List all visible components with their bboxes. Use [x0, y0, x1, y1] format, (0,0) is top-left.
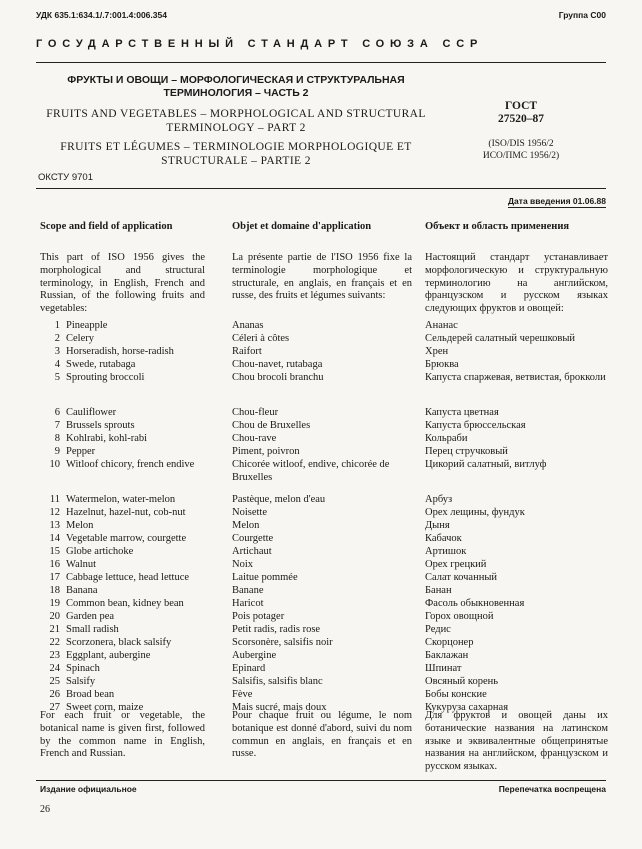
list-gap [232, 485, 412, 494]
item-name-fr: Pastèque, melon d'eau [232, 494, 326, 505]
item-name-ru: Фасоль обыкновенная [425, 598, 525, 609]
list-item-ru [425, 446, 608, 459]
title-en-line1: FRUITS AND VEGETABLES – MORPHOLOGICAL AND STRUCTURAL [46, 108, 426, 120]
item-number: 1 [54, 320, 60, 331]
item-name-fr: Noix [232, 559, 253, 570]
item-name-ru: Баклажан [425, 650, 469, 661]
item-number: 24 [49, 663, 60, 674]
item-name-ru: Капуста цветная [425, 407, 499, 418]
item-name-ru: Артишок [425, 546, 467, 557]
item-name-ru: Бобы конские [425, 689, 487, 700]
item-name-ru: Кольраби [425, 433, 468, 444]
title-fr-line2: STRUCTURALE – PARTIE 2 [161, 155, 311, 167]
list-item-en [40, 559, 205, 572]
title-en-line2: TERMINOLOGY – PART 2 [166, 122, 306, 134]
item-name-fr: Chou-navet, rutabaga [232, 359, 323, 370]
item-number: 11 [49, 494, 60, 505]
list-gap [232, 398, 412, 407]
list-item-fr [232, 446, 412, 459]
list-item-fr [232, 520, 412, 533]
intro-en: This part of ISO 1956 gives the morphological and structural terminology, in English, French and Russian, of the following fruits and vegetables: [40, 252, 205, 315]
list-item-en [40, 611, 205, 624]
item-name-ru: Скорцонер [425, 637, 474, 648]
item-number: 13 [49, 520, 60, 531]
list-item-ru [425, 507, 608, 520]
title-ru-line2: ТЕРМИНОЛОГИЯ – ЧАСТЬ 2 [163, 87, 309, 99]
list-item-fr [232, 459, 412, 485]
list-item-en [40, 420, 205, 433]
item-name-ru: Капуста брюссельская [425, 420, 526, 431]
list-item-fr [232, 494, 412, 507]
list-item-fr [232, 663, 412, 676]
list-item-ru [425, 676, 608, 689]
item-name-fr: Courgette [232, 533, 274, 544]
list-item-fr [232, 372, 412, 398]
item-number: 5 [54, 372, 60, 383]
title-rule [36, 188, 606, 189]
item-number: 25 [49, 676, 60, 687]
list-item-en [40, 507, 205, 520]
item-number: 10 [49, 459, 60, 470]
list-item-ru [425, 420, 608, 433]
list-item-en [40, 546, 205, 559]
list-item-fr [232, 407, 412, 420]
list-item-en [40, 333, 205, 346]
item-number: 12 [49, 507, 60, 518]
intro-fr: La présente partie de l'ISO 1956 fixe la terminologie morphologique et structurale, en anglais, en français et en russe, des fruits et légumes suivants: [232, 252, 412, 302]
item-number: 4 [54, 359, 60, 370]
list-item-en [40, 663, 205, 676]
list-item-en [40, 637, 205, 650]
list-item-en [40, 407, 205, 420]
item-name-en: Pineapple [66, 320, 108, 331]
list-gap [40, 398, 205, 407]
state-standard-heading: ГОСУДАРСТВЕННЫЙ СТАНДАРТ СОЮЗА ССР [36, 38, 484, 50]
item-name-ru: Хрен [425, 346, 449, 357]
list-item-ru [425, 611, 608, 624]
udk-code: УДК 635.1:634.1/.7:001.4:006.354 [36, 10, 167, 20]
list-item-ru [425, 372, 608, 398]
item-name-ru: Кабачок [425, 533, 462, 544]
item-name-ru: Редис [425, 624, 451, 635]
item-number: 22 [49, 637, 60, 648]
list-item-ru [425, 433, 608, 446]
item-name-fr: Haricot [232, 598, 264, 609]
item-name-en: Kohlrabi, kohl-rabi [66, 433, 148, 444]
item-name-ru: Брюква [425, 359, 459, 370]
item-name-en: Broad bean [66, 689, 115, 700]
item-name-en: Scorzonera, black salsify [66, 637, 172, 648]
item-name-ru: Орех лещины, фундук [425, 507, 525, 518]
item-name-ru: Арбуз [425, 494, 453, 505]
item-name-fr: Céleri à côtes [232, 333, 290, 344]
item-name-fr: Chicorée witloof, endive, chicorée de Bruxelles [232, 459, 390, 483]
heading-fr: Objet et domaine d'application [232, 221, 372, 232]
list-item-fr [232, 689, 412, 702]
item-name-fr: Chou-rave [232, 433, 277, 444]
item-name-fr: Melon [232, 520, 260, 531]
okstu-code: ОКСТУ 9701 [38, 172, 93, 183]
list-item-ru [425, 346, 608, 359]
list-item-fr [232, 533, 412, 546]
item-name-fr: Chou-fleur [232, 407, 279, 418]
title-french [36, 140, 436, 168]
item-name-en: Witloof chicory, french endive [66, 459, 195, 470]
reprint-prohibited: Перепечатка воспрещена [498, 784, 606, 794]
item-name-ru: Капуста спаржевая, ветвистая, брокколи [425, 372, 606, 383]
list-gap [425, 485, 608, 494]
list-item-fr [232, 333, 412, 346]
item-name-ru: Дыня [425, 520, 450, 531]
heading-en: Scope and field of application [40, 221, 173, 232]
item-name-en: Walnut [66, 559, 97, 570]
list-item-en [40, 650, 205, 663]
list-item-ru [425, 320, 608, 333]
list-item-en [40, 533, 205, 546]
list-item-fr [232, 624, 412, 637]
item-name-fr: Pois potager [232, 611, 285, 622]
list-item-fr [232, 359, 412, 372]
list-item-en [40, 359, 205, 372]
item-number: 9 [54, 446, 60, 457]
item-name-en: Hazelnut, hazel-nut, cob-nut [66, 507, 186, 518]
introduction-date: Дата введения 01.06.88 [508, 196, 606, 206]
item-name-fr: Noisette [232, 507, 267, 518]
item-name-en: Sweet corn, maize [66, 702, 144, 713]
list-item-en [40, 433, 205, 446]
list-item-ru [425, 585, 608, 598]
item-name-ru: Шпинат [425, 663, 462, 674]
group-code: Группа С00 [558, 10, 606, 20]
item-name-en: Common bean, kidney bean [66, 598, 184, 609]
list-gap [40, 485, 205, 494]
item-number: 15 [49, 546, 60, 557]
item-name-ru: Сельдерей салатный черешковый [425, 333, 576, 344]
item-name-fr: Chou de Bruxelles [232, 420, 311, 431]
list-item-fr [232, 598, 412, 611]
items-list-en [40, 320, 205, 715]
list-item-ru [425, 572, 608, 585]
list-item-en [40, 585, 205, 598]
item-name-fr: Aubergine [232, 650, 277, 661]
item-name-ru: Орех грецкий [425, 559, 487, 570]
iso-ref-line2: ИСО/ПМС 1956/2) [482, 151, 560, 161]
item-number: 20 [49, 611, 60, 622]
list-item-ru [425, 663, 608, 676]
item-name-en: Brussels sprouts [66, 420, 135, 431]
item-name-fr: Banane [232, 585, 264, 596]
item-number: 23 [49, 650, 60, 661]
gost-number [466, 100, 576, 126]
iso-ref-line1: (ISO/DIS 1956/2 [488, 139, 554, 149]
list-item-fr [232, 507, 412, 520]
list-item-ru [425, 689, 608, 702]
list-item-fr [232, 650, 412, 663]
item-name-ru: Горох овощной [425, 611, 494, 622]
intro-ru: Настоящий стандарт устанавливает морфологическую и структуральную терминологию на английском, французском и русском языках следующих фруктов и овощей: [425, 252, 608, 315]
item-name-fr: Epinard [232, 663, 266, 674]
list-item-fr [232, 637, 412, 650]
gost-code: 27520–87 [498, 113, 544, 125]
item-name-fr: Fève [232, 689, 253, 700]
item-number: 8 [54, 433, 60, 444]
outro-ru: Для фруктов и овощей даны их ботанические названия на латинском языке и эквивалентные общепринятые названия на английском, французском и русском языках. [425, 710, 608, 773]
list-item-fr [232, 559, 412, 572]
item-name-ru: Перец стручковый [425, 446, 508, 457]
item-name-fr: Artichaut [232, 546, 272, 557]
item-name-en: Vegetable marrow, courgette [66, 533, 187, 544]
list-item-fr [232, 572, 412, 585]
item-number: 17 [49, 572, 60, 583]
list-item-en [40, 494, 205, 507]
title-ru-line1: ФРУКТЫ И ОВОЩИ – МОРФОЛОГИЧЕСКАЯ И СТРУКТУРАЛЬНАЯ [67, 74, 405, 86]
list-item-ru [425, 533, 608, 546]
item-name-fr: Chou brocoli branchu [232, 372, 324, 383]
item-name-fr: Scorsonère, salsifis noir [232, 637, 333, 648]
item-name-en: Watermelon, water-melon [66, 494, 176, 505]
outro-en: For each fruit or vegetable, the botanical name is given first, followed by the common name in English, French and Russian. [40, 710, 205, 760]
item-name-en: Globe artichoke [66, 546, 134, 557]
item-name-en: Sprouting broccoli [66, 372, 145, 383]
list-item-en [40, 689, 205, 702]
item-number: 6 [54, 407, 60, 418]
list-item-ru [425, 494, 608, 507]
item-name-en: Celery [66, 333, 94, 344]
item-number: 3 [54, 346, 60, 357]
list-item-fr [232, 320, 412, 333]
items-list-ru [425, 320, 608, 715]
list-item-fr [232, 346, 412, 359]
item-number: 18 [49, 585, 60, 596]
item-name-en: Spinach [66, 663, 100, 674]
item-name-fr: Petit radis, radis rose [232, 624, 321, 635]
item-name-ru: Цикорий салатный, витлуф [425, 459, 547, 470]
item-name-fr: Salsifis, salsifis blanc [232, 676, 323, 687]
item-name-en: Horseradish, horse-radish [66, 346, 174, 357]
item-name-fr: Mais sucré, mais doux [232, 702, 327, 713]
item-number: 2 [54, 333, 60, 344]
item-name-en: Cabbage lettuce, head lettuce [66, 572, 190, 583]
item-number: 7 [54, 420, 60, 431]
item-name-en: Banana [66, 585, 98, 596]
list-item-ru [425, 359, 608, 372]
item-name-fr: Ananas [232, 320, 264, 331]
items-list-fr [232, 320, 412, 715]
list-item-ru [425, 333, 608, 346]
item-name-en: Garden pea [66, 611, 115, 622]
list-item-ru [425, 650, 608, 663]
item-name-fr: Raifort [232, 346, 262, 357]
list-item-ru [425, 407, 608, 420]
item-number: 26 [49, 689, 60, 700]
title-fr-line1: FRUITS ET LÉGUMES – TERMINOLOGIE MORPHOLOGIQUE ET [60, 141, 412, 153]
item-name-en: Swede, rutabaga [66, 359, 136, 370]
item-name-ru: Банан [425, 585, 452, 596]
list-item-fr [232, 585, 412, 598]
item-name-ru: Овсяный корень [425, 676, 499, 687]
item-number: 19 [49, 598, 60, 609]
list-item-ru [425, 637, 608, 650]
list-item-fr [232, 611, 412, 624]
list-item-en [40, 572, 205, 585]
item-name-en: Salsify [66, 676, 96, 687]
item-number: 16 [49, 559, 60, 570]
official-edition: Издание официальное [40, 784, 137, 794]
heading-ru: Объект и область применения [425, 221, 570, 232]
list-item-ru [425, 598, 608, 611]
page-number: 26 [40, 804, 50, 815]
item-name-fr: Piment, poivron [232, 446, 300, 457]
list-item-en [40, 520, 205, 533]
list-item-ru [425, 624, 608, 637]
title-russian [36, 74, 436, 100]
list-item-en [40, 624, 205, 637]
list-item-fr [232, 420, 412, 433]
header-rule [36, 62, 606, 63]
list-item-ru [425, 459, 608, 485]
item-name-en: Pepper [66, 446, 96, 457]
item-number: 14 [49, 533, 60, 544]
outro-fr: Pour chaque fruit ou légume, le nom botanique est donné d'abord, suivi du nom commun en anglais, en français et en russe. [232, 710, 412, 760]
list-item-en [40, 459, 205, 485]
list-item-en [40, 346, 205, 359]
item-name-ru: Салат кочанный [425, 572, 497, 583]
list-item-en [40, 598, 205, 611]
item-name-ru: Ананас [425, 320, 458, 331]
list-item-ru [425, 559, 608, 572]
list-item-en [40, 372, 205, 398]
title-english [36, 107, 436, 135]
item-name-fr: Laitue pommée [232, 572, 298, 583]
item-name-en: Cauliflower [66, 407, 117, 418]
list-item-ru [425, 546, 608, 559]
footer-rule [36, 780, 606, 781]
item-name-en: Melon [66, 520, 94, 531]
list-item-en [40, 320, 205, 333]
list-item-en [40, 676, 205, 689]
list-gap [425, 398, 608, 407]
item-number: 21 [49, 624, 60, 635]
iso-reference [466, 138, 576, 162]
item-name-en: Small radish [66, 624, 119, 635]
list-item-fr [232, 676, 412, 689]
list-item-fr [232, 546, 412, 559]
list-item-ru [425, 520, 608, 533]
list-item-fr [232, 433, 412, 446]
item-number: 27 [49, 702, 60, 713]
list-item-en [40, 446, 205, 459]
item-name-ru: Кукуруза сахарная [425, 702, 509, 713]
gost-label: ГОСТ [504, 100, 538, 112]
item-name-en: Eggplant, aubergine [66, 650, 151, 661]
